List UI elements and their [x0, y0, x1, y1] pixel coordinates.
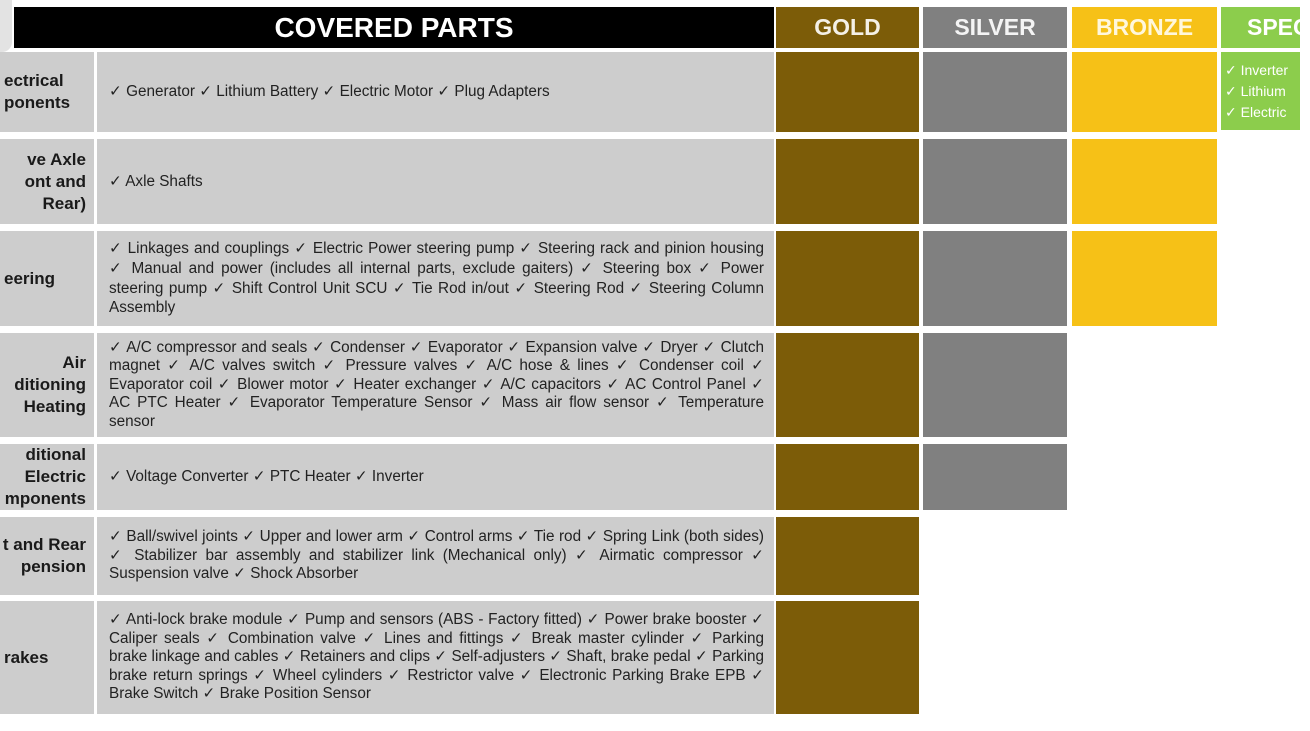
category-steering: [0, 231, 94, 326]
silver-coverage-cell: [923, 52, 1067, 132]
parts-air-conditioning-heating: [97, 333, 774, 437]
window-corner: [0, 0, 12, 52]
category-label: ectrical ponents: [4, 71, 71, 112]
special-item: ✓ Inverter: [1225, 62, 1289, 78]
parts-text: ✓ Ball/swivel joints ✓ Upper and lower arm ✓ Control arms ✓ Tie rod ✓ Spring Link (both sides) ✓ Stabilizer bar assembly and stabilizer link (Mechanical only) ✓ Airmatic compressor ✓ Suspension valve ✓ Shock Absorber: [109, 528, 764, 583]
category-brakes: [0, 601, 94, 714]
category-label: eering: [4, 268, 56, 288]
gold-coverage-cell: [776, 231, 919, 326]
gold-coverage-cell: [776, 333, 919, 437]
silver-coverage-cell: [923, 231, 1067, 326]
parts-text: ✓ Axle Shafts: [109, 172, 203, 190]
bronze-coverage-cell: [1072, 139, 1217, 224]
category-label: Air ditioning Heating: [14, 353, 86, 416]
bronze-coverage-cell: [1072, 52, 1217, 132]
parts-text: ✓ Linkages and couplings ✓ Electric Power steering pump ✓ Steering rack and pinion housing ✓ Manual and power (includes all internal parts, exclude gaiters) ✓ Steering box ✓ Power steering pump ✓ Shift Control Unit SCU ✓ Tie Rod in/out ✓ Steering Rod ✓ Steering Column Assembly: [109, 240, 764, 317]
special-coverage-cell: [1221, 52, 1300, 130]
special-item: ✓ Lithium: [1225, 83, 1286, 99]
parts-text: ✓ Voltage Converter ✓ PTC Heater ✓ Inverter: [109, 468, 424, 486]
parts-electrical-components: [97, 52, 774, 132]
header-special: SPEC: [1221, 7, 1300, 48]
gold-coverage-cell: [776, 52, 919, 132]
parts-additional-electric-components: [97, 444, 774, 510]
category-front-rear-suspension: [0, 517, 94, 595]
header-covered-parts: COVERED PARTS: [14, 7, 774, 48]
gold-coverage-cell: [776, 601, 919, 714]
header-gold: GOLD: [776, 7, 919, 48]
silver-coverage-cell: [923, 444, 1067, 510]
category-label: ve Axle ont and Rear): [24, 149, 86, 213]
parts-steering: [97, 231, 774, 326]
gold-coverage-cell: [776, 444, 919, 510]
header-silver: SILVER: [923, 7, 1067, 48]
category-air-conditioning-heating: [0, 333, 94, 437]
category-electrical-components: [0, 52, 94, 132]
parts-brakes: [97, 601, 774, 714]
gold-coverage-cell: [776, 139, 919, 224]
parts-drive-axle: [97, 139, 774, 224]
bronze-coverage-cell: [1072, 231, 1217, 326]
header-bronze: BRONZE: [1072, 7, 1217, 48]
gold-coverage-cell: [776, 517, 919, 595]
category-label: rakes: [4, 647, 49, 667]
category-label: ditional Electric mponents: [4, 445, 86, 508]
category-drive-axle: [0, 139, 94, 224]
silver-coverage-cell: [923, 139, 1067, 224]
category-label: t and Rear pension: [2, 535, 86, 576]
special-item: ✓ Electric: [1225, 104, 1287, 120]
parts-text: ✓ Generator ✓ Lithium Battery ✓ Electric Motor ✓ Plug Adapters: [109, 83, 550, 101]
parts-text: ✓ Anti-lock brake module ✓ Pump and sensors (ABS - Factory fitted) ✓ Power brake booster ✓ Caliper seals ✓ Combination valve ✓ Lines and fittings ✓ Break master cylinder ✓ Parking brake linkage and cables ✓ Retainers and clips ✓ Self-adjusters ✓ Shaft, brake pedal ✓ Parking brake return springs ✓ Wheel cylinders ✓ Restrictor valve ✓ Electronic Parking Brake EPB ✓ Brake Switch ✓ Brake Position Sensor: [109, 611, 764, 703]
silver-coverage-cell: [923, 333, 1067, 437]
category-additional-electric-components: [0, 444, 94, 510]
parts-text: ✓ A/C compressor and seals ✓ Condenser ✓ Evaporator ✓ Expansion valve ✓ Dryer ✓ Clutch magnet ✓ A/C valves switch ✓ Pressure valves ✓ A/C hose & lines ✓ Condenser coil ✓ Evaporator coil ✓ Blower motor ✓ Heater exchanger ✓ A/C capacitors ✓ AC Control Panel ✓ AC PTC Heater ✓ Evaporator Temperature Sensor ✓ Mass air flow sensor ✓ Temperature sensor: [109, 338, 764, 430]
parts-front-rear-suspension: [97, 517, 774, 595]
